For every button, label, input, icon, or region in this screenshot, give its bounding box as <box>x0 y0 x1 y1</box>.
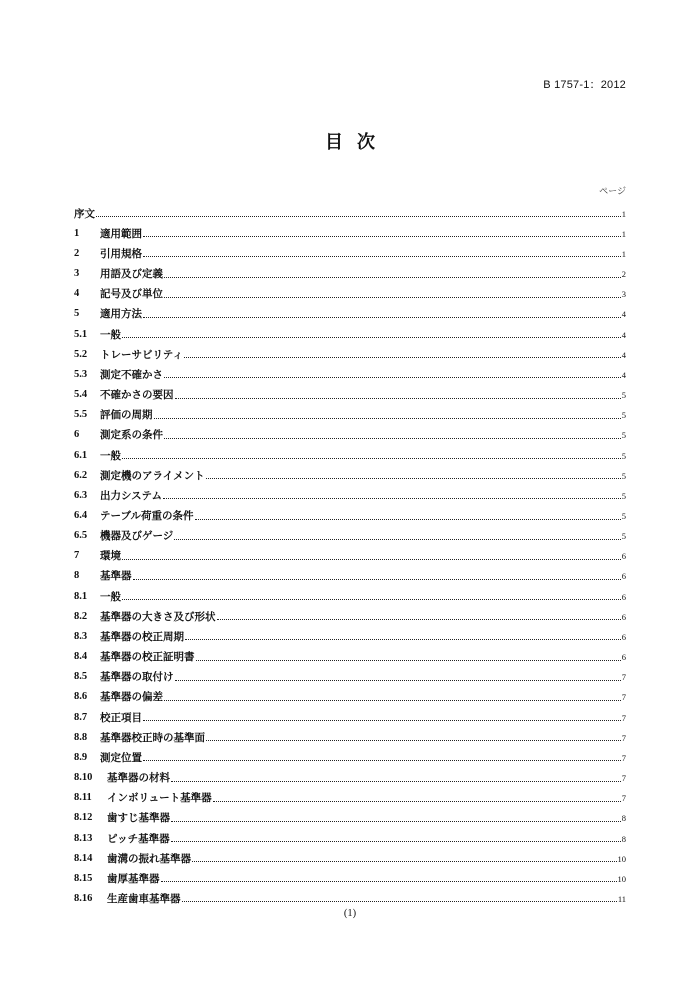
toc-page-number: 7 <box>621 773 626 784</box>
toc-leader-dots <box>143 720 621 721</box>
toc-section-number: 8 <box>74 570 80 582</box>
toc-section-title: 基準器の偏差 <box>100 691 163 704</box>
toc-leader-dots <box>196 660 621 661</box>
toc-leader-dots <box>217 619 621 620</box>
toc-section-number: 8.1 <box>74 590 88 602</box>
toc-page-number: 4 <box>621 369 626 380</box>
toc-section-title: 基準器の材料 <box>107 772 170 785</box>
toc-entry[interactable] <box>74 360 626 380</box>
toc-section-title: 記号及び単位 <box>100 288 163 301</box>
toc-page-number: 6 <box>621 631 626 642</box>
toc-leader-dots <box>213 801 621 802</box>
toc-section-title: 機器及びゲージ <box>100 530 174 543</box>
toc-leader-dots <box>164 277 621 278</box>
toc-section-title: 一般 <box>100 449 121 462</box>
toc-section-number: 4 <box>74 288 80 300</box>
toc-leader-dots <box>161 881 617 882</box>
toc-section-number: 1 <box>74 227 80 239</box>
toc-page-number: 6 <box>621 652 626 663</box>
toc-page-number: 6 <box>621 591 626 602</box>
toc-leader-dots <box>184 357 621 358</box>
toc-leader-dots <box>206 740 621 741</box>
toc-section-title: 歯厚基準器 <box>107 872 160 885</box>
toc-entry[interactable] <box>74 259 626 279</box>
toc-section-title: 一般 <box>100 328 121 341</box>
toc-section-title: 評価の周期 <box>100 409 153 422</box>
toc-entry[interactable] <box>74 582 626 602</box>
toc-page-number: 7 <box>621 672 626 683</box>
toc-section-title: インボリュート基準器 <box>107 792 212 805</box>
toc-section-number: 8.15 <box>74 872 93 884</box>
toc-entry[interactable] <box>74 401 626 421</box>
toc-entry[interactable] <box>74 864 626 884</box>
toc-section-number: 8.11 <box>74 792 92 804</box>
toc-section-title: 適用方法 <box>100 308 142 321</box>
toc-page-number: 2 <box>621 269 626 280</box>
toc-page-number: 5 <box>621 430 626 441</box>
toc-section-number: 5.3 <box>74 368 88 380</box>
toc-page-number: 10 <box>617 853 626 864</box>
toc-entry[interactable] <box>74 219 626 239</box>
toc-leader-dots <box>143 760 621 761</box>
toc-entry[interactable] <box>74 844 626 864</box>
toc-page-number: 1 <box>621 228 626 239</box>
toc-section-title: 基準器の取付け <box>100 671 174 684</box>
toc-section-number: 5.2 <box>74 348 88 360</box>
toc-leader-dots <box>206 478 621 479</box>
toc-leader-dots <box>195 519 621 520</box>
toc-page-number: 5 <box>621 490 626 501</box>
toc-page-number: 7 <box>621 692 626 703</box>
toc-leader-dots <box>175 398 621 399</box>
toc-entry[interactable] <box>74 622 626 642</box>
toc-entry[interactable] <box>74 481 626 501</box>
toc-page-number: 8 <box>621 813 626 824</box>
toc-section-number: 8.4 <box>74 651 88 663</box>
toc-entry[interactable] <box>74 461 626 481</box>
toc-section-title: 歯溝の振れ基準器 <box>107 852 191 865</box>
toc-leader-dots <box>122 337 621 338</box>
toc-section-number: 8.14 <box>74 852 93 864</box>
page-number: (1) <box>343 908 357 919</box>
toc-entry[interactable] <box>74 199 626 219</box>
toc-section-title: 基準器校正時の基準面 <box>100 731 205 744</box>
toc-section-number: 5.5 <box>74 409 88 421</box>
toc-page-number: 4 <box>621 349 626 360</box>
toc-entry[interactable] <box>74 743 626 763</box>
toc-section-title: 不確かさの要因 <box>100 389 174 402</box>
toc-leader-dots <box>163 498 621 499</box>
toc-section-title: 校正項目 <box>100 711 142 724</box>
toc-leader-dots <box>122 559 621 560</box>
toc-section-number: 3 <box>74 268 80 280</box>
toc-section-title: 一般 <box>100 590 121 603</box>
toc-page-number: 5 <box>621 450 626 461</box>
toc-section-number: 6.3 <box>74 489 88 501</box>
toc-entry[interactable] <box>74 340 626 360</box>
toc-entry[interactable] <box>74 602 626 622</box>
toc-entry[interactable] <box>74 663 626 683</box>
toc-section-title: 基準器 <box>100 570 132 583</box>
toc-leader-dots <box>164 377 621 378</box>
toc-section-number: 8.9 <box>74 751 88 763</box>
toc-leader-dots <box>164 438 621 439</box>
toc-section-number: 8.2 <box>74 610 88 622</box>
toc-section-title: 引用規格 <box>100 247 142 260</box>
toc-leader-dots <box>185 639 621 640</box>
toc-entry[interactable] <box>74 320 626 340</box>
toc-leader-dots <box>133 579 621 580</box>
toc-entry[interactable] <box>74 542 626 562</box>
toc-section-title: 測定系の条件 <box>100 429 163 442</box>
toc-entry[interactable] <box>74 884 626 904</box>
toc-section-number: 8.16 <box>74 892 93 904</box>
toc-page-number: 6 <box>621 551 626 562</box>
toc-entry[interactable] <box>74 562 626 582</box>
toc-section-title: 測定位置 <box>100 751 142 764</box>
toc-section-title: テーブル荷重の条件 <box>100 510 194 522</box>
toc-section-title: トレーサビリティ <box>100 348 183 361</box>
toc-page-number: 4 <box>621 329 626 340</box>
toc-page-number: 5 <box>621 470 626 481</box>
toc-section-title: 用語及び定義 <box>100 268 163 281</box>
toc-leader-dots <box>182 901 617 902</box>
toc-entry[interactable] <box>74 683 626 703</box>
toc-page-number: 1 <box>621 248 626 259</box>
toc-entry[interactable] <box>74 300 626 320</box>
document-id: B 1757-1：2012 <box>543 79 626 91</box>
toc-section-number: 7 <box>74 550 80 562</box>
toc-section-number: 8.6 <box>74 691 88 703</box>
toc-leader-dots <box>143 236 621 237</box>
toc-page-number: 3 <box>621 289 626 300</box>
toc-section-title: 環境 <box>100 550 121 563</box>
toc-section-number: 8.7 <box>74 711 88 723</box>
toc-page-number: 7 <box>621 732 626 743</box>
toc-section-title: 基準器の校正証明書 <box>100 651 195 664</box>
toc-entry[interactable] <box>74 642 626 662</box>
toc-entry[interactable] <box>74 501 626 521</box>
toc-page-number: 5 <box>621 511 626 521</box>
toc-section-title: 測定不確かさ <box>100 368 163 381</box>
toc-entry[interactable] <box>74 784 626 804</box>
toc-leader-dots <box>164 700 621 701</box>
toc-section-number: 8.13 <box>74 832 93 844</box>
toc-leader-dots <box>122 599 621 600</box>
toc-section-number: 6 <box>74 429 80 441</box>
toc-section-number: 6.5 <box>74 530 88 542</box>
toc-section-number: 5.4 <box>74 389 88 401</box>
toc-section-number: 8.3 <box>74 630 88 642</box>
toc-entry[interactable] <box>74 703 626 723</box>
toc-page-number: 5 <box>621 410 626 421</box>
toc-leader-dots <box>143 317 621 318</box>
toc-entry[interactable] <box>74 239 626 259</box>
toc-section-title: 序文 <box>74 207 95 220</box>
toc-leader-dots <box>171 781 621 782</box>
toc-leader-dots <box>171 841 621 842</box>
toc-section-number: 8.8 <box>74 731 88 743</box>
toc-section-number: 8.12 <box>74 812 93 824</box>
toc-leader-dots <box>175 680 621 681</box>
toc-page-number: 1 <box>621 208 626 219</box>
toc-page-number: 7 <box>621 793 626 804</box>
toc-section-number: 2 <box>74 247 80 259</box>
toc-page-number: 5 <box>621 390 626 401</box>
toc-section-number: 8.5 <box>74 671 88 683</box>
toc-page-number: 11 <box>617 893 626 904</box>
toc-section-number: 5.1 <box>74 328 88 340</box>
toc-page-number: 7 <box>621 752 626 763</box>
toc-entry[interactable] <box>74 723 626 743</box>
toc-section-number: 6.2 <box>74 469 88 481</box>
toc-section-title: 基準器の校正周期 <box>100 630 184 643</box>
toc-leader-dots <box>192 861 617 862</box>
toc-page-number: 7 <box>621 712 626 723</box>
toc-page-number: 5 <box>621 531 626 542</box>
toc-entry[interactable] <box>74 824 626 844</box>
toc-page-number: 10 <box>617 873 626 884</box>
toc-entry[interactable] <box>74 280 626 300</box>
toc-page-number: 4 <box>621 309 626 320</box>
toc-section-title: 生産歯車基準器 <box>107 892 181 905</box>
toc-leader-dots <box>174 539 620 540</box>
page-title: 目次 <box>325 132 389 153</box>
toc-page-number: 8 <box>621 833 626 844</box>
table-of-contents <box>74 199 626 904</box>
toc-section-title: 歯すじ基準器 <box>107 812 170 825</box>
toc-entry[interactable] <box>74 804 626 824</box>
toc-section-number: 5 <box>74 308 80 320</box>
toc-section-title: ピッチ基準器 <box>107 832 170 845</box>
toc-section-number: 6.1 <box>74 449 88 461</box>
toc-section-number: 8.10 <box>74 772 93 784</box>
page-column-label: ページ <box>599 187 626 197</box>
toc-page-number: 6 <box>621 611 626 622</box>
toc-section-title: 出力システム <box>100 489 162 502</box>
toc-leader-dots <box>96 216 621 217</box>
toc-entry[interactable] <box>74 763 626 783</box>
toc-leader-dots <box>143 256 621 257</box>
toc-section-number: 6.4 <box>74 510 88 521</box>
toc-section-title: 測定機のアライメント <box>100 469 205 482</box>
toc-section-title: 適用範囲 <box>100 227 142 240</box>
toc-leader-dots <box>171 821 621 822</box>
toc-entry[interactable] <box>74 421 626 441</box>
toc-leader-dots <box>164 297 621 298</box>
toc-entry[interactable] <box>74 441 626 461</box>
toc-leader-dots <box>154 418 621 419</box>
toc-page-number: 6 <box>621 571 626 582</box>
toc-section-title: 基準器の大きさ及び形状 <box>100 610 216 623</box>
toc-leader-dots <box>122 458 621 459</box>
toc-entry[interactable] <box>74 522 626 542</box>
toc-entry[interactable] <box>74 380 626 400</box>
